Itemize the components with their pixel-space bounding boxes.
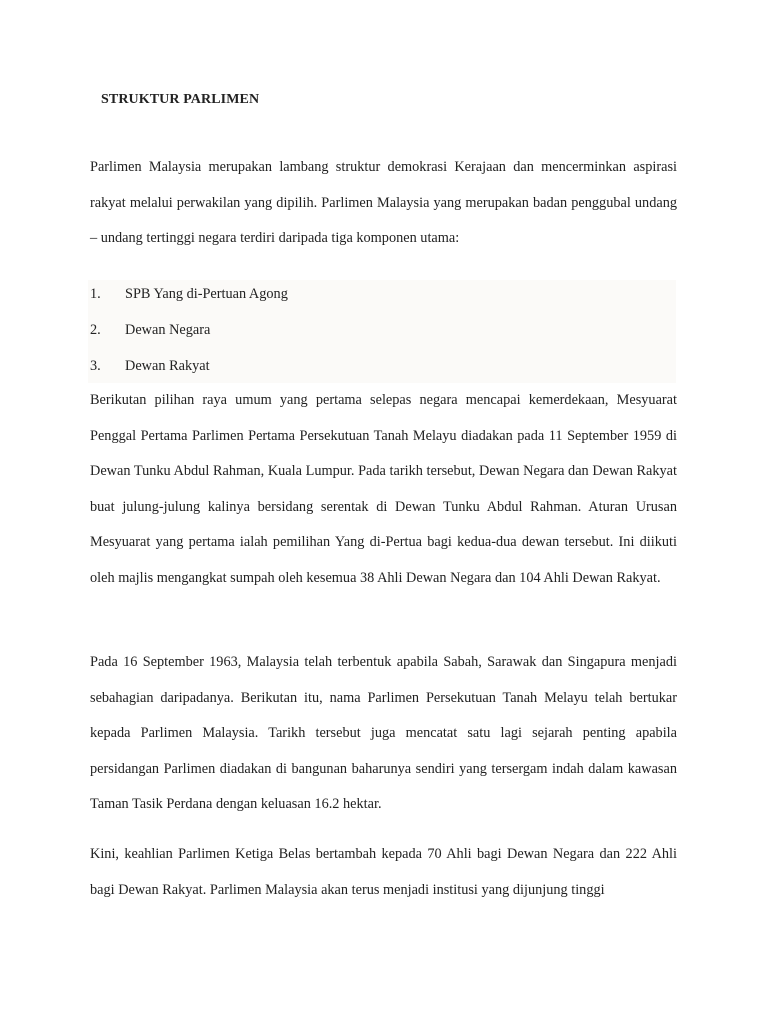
list-item [90, 320, 210, 340]
list-item-text: SPB Yang di-Pertuan Agong [125, 286, 288, 302]
paragraph-current-membership: Kini, keahlian Parlimen Ketiga Belas bertambah kepada 70 Ahli bagi Dewan Negara dan 222 Ahli bagi Dewan Rakyat. Parlimen Malaysia akan terus menjadi institusi yang dijunjung tinggi [90, 846, 677, 898]
paragraph-intro: Parlimen Malaysia merupakan lambang struktur demokrasi Kerajaan dan mencerminkan aspirasi rakyat melalui perwakilan yang dipilih. Parlimen Malaysia yang merupakan badan penggubal undang – undang tertinggi negara terdiri daripada tiga komponen utama: [90, 159, 677, 247]
paragraph-first-session: Berikutan pilihan raya umum yang pertama selepas negara mencapai kemerdekaan, Mesyuarat Penggal Pertama Parlimen Pertama Persekutuan Tanah Melayu diadakan pada 11 September 1959 di Dewan Tunku Abdul Rahman, Kuala Lumpur. Pada tarikh tersebut, Dewan Negara dan Dewan Rakyat buat julung-julung kalinya bersidang serentak di Dewan Tunku Abdul Rahman. Aturan Urusan Mesyuarat yang pertama ialah pemilihan Yang di-Pertua bagi kedua-dua dewan tersebut. Ini diikuti oleh majlis mengangkat sumpah oleh kesemua 38 Ahli Dewan Negara dan 104 Ahli Dewan Rakyat. [90, 392, 677, 586]
paragraph-malaysia-formation: Pada 16 September 1963, Malaysia telah terbentuk apabila Sabah, Sarawak dan Singapura menjadi sebahagian daripadanya. Berikutan itu, nama Parlimen Persekutuan Tanah Melayu telah bertukar kepada Parlimen Malaysia. Tarikh tersebut juga mencatat satu lagi sejarah penting apabila persidangan Parlimen diadakan di bangunan baharunya sendiri yang tersergam indah dalam kawasan Taman Tasik Perdana dengan keluasan 16.2 hektar. [90, 654, 677, 813]
list-item-text: Dewan Rakyat [125, 358, 210, 374]
list-item-number: 1. [90, 286, 101, 302]
list-item [90, 356, 210, 376]
component-list [88, 280, 676, 383]
list-item-text: Dewan Negara [125, 322, 211, 338]
list-item-number: 3. [90, 358, 101, 374]
list-item-number: 2. [90, 322, 101, 338]
list-item [90, 284, 288, 304]
document-title: STRUKTUR PARLIMEN [101, 92, 260, 107]
